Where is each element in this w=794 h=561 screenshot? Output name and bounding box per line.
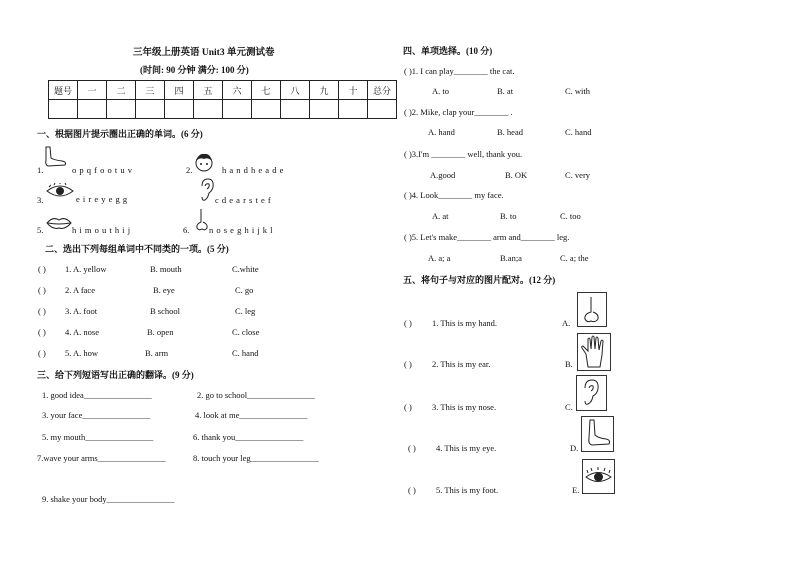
score-input-cell[interactable] [107,100,136,119]
match-sentence: 1. This is my hand. [432,318,498,328]
answer-blank[interactable]: ( ) [38,285,46,295]
score-header-cell: 题号 [49,81,78,100]
translation-item[interactable]: 6. thank you________________ [193,432,304,442]
option-c: C. hand [565,127,592,137]
section2-title: 二、选出下列每组单词中不同类的一项。(5 分) [45,244,229,254]
question-stem[interactable]: ( )5. Let's make________ arm and________ leg. [404,232,570,242]
score-header-cell: 九 [310,81,339,100]
foot-icon [581,416,614,452]
option-c: C.white [232,264,259,274]
ear-icon [576,375,607,411]
answer-blank[interactable]: ( ) [38,264,46,274]
score-input-cell[interactable] [49,100,78,119]
match-sentence: 5. This is my foot. [436,485,499,495]
option-b: B school [150,306,180,316]
picture-letter: C. [565,402,573,412]
translation-item[interactable]: 8. touch your leg________________ [193,453,319,463]
option-a: 3. A. foot [65,306,98,316]
ear-icon [199,178,215,202]
translation-item[interactable]: 9. shake your body________________ [42,494,175,504]
score-input-cell[interactable] [339,100,368,119]
answer-blank[interactable]: ( ) [38,348,46,358]
score-table-header-row [49,81,397,100]
score-input-cell[interactable] [281,100,310,119]
option-b: B. OK [505,170,528,180]
letter-string: o p q f o o t u v [72,165,133,175]
score-header-cell: 二 [107,81,136,100]
match-sentence: 2. This is my ear. [432,359,491,369]
exam-subtitle: (时间: 90 分钟 满分: 100 分) [140,65,249,75]
option-a: A.good [430,170,456,180]
eye-icon [46,183,74,199]
score-header-cell: 一 [78,81,107,100]
answer-blank[interactable]: ( ) [404,359,412,369]
translation-item[interactable]: 5. my mouth________________ [42,432,154,442]
letter-string: h i m o u t h i j [72,225,131,235]
option-b: B. open [147,327,174,337]
picture-letter: E. [572,485,580,495]
score-header-cell: 总分 [368,81,397,100]
option-c: C. with [565,86,591,96]
section5-title: 五、将句子与对应的图片配对。(12 分) [403,275,556,285]
match-sentence: 3. This is my nose. [432,402,497,412]
score-table-input-row[interactable] [49,100,397,119]
option-a: A. to [432,86,449,96]
option-c: C. hand [232,348,259,358]
option-b: B. to [500,211,517,221]
option-c: C. too [560,211,581,221]
option-c: C. leg [235,306,256,316]
score-header-cell: 四 [165,81,194,100]
match-sentence: 4. This is my eye. [436,443,497,453]
picture-letter: D. [570,443,579,453]
nose-icon [577,292,607,327]
section3-title: 三、给下列短语写出正确的翻译。(9 分) [37,370,194,380]
option-a: A. a; a [428,253,451,263]
translation-item[interactable]: 4. look at me________________ [195,410,308,420]
letter-string: e i r e y e g g [76,194,128,204]
item-number: 5. [37,225,44,235]
score-header-cell: 七 [252,81,281,100]
score-header-cell: 六 [223,81,252,100]
option-b: B. head [497,127,523,137]
item-number: 6. [183,225,190,235]
score-table [48,80,397,119]
picture-letter: B. [565,359,573,369]
question-stem[interactable]: ( )3.I'm ________ well, thank you. [404,149,523,159]
page-title: 三年级上册英语 Unit3 单元测试卷 [133,48,275,58]
option-c: C. very [565,170,591,180]
option-b: B.an;a [500,253,522,263]
translation-item[interactable]: 3. your face________________ [42,410,151,420]
option-a: 5. A. how [65,348,99,358]
item-number: 2. [186,165,193,175]
letter-string: h a n d h e a d e [222,165,284,175]
translation-item[interactable]: 1. good idea________________ [42,390,152,400]
answer-blank[interactable]: ( ) [38,327,46,337]
score-input-cell[interactable] [368,100,397,119]
score-input-cell[interactable] [78,100,107,119]
score-input-cell[interactable] [165,100,194,119]
option-b: B. eye [153,285,175,295]
option-a: 4. A. nose [65,327,99,337]
section1-title: 一、根据图片提示圈出正确的单词。(6 分) [37,129,203,139]
answer-blank[interactable]: ( ) [408,443,416,453]
section4-title: 四、单项选择。(10 分) [403,46,493,56]
eye-icon [582,459,615,494]
score-header-cell: 三 [136,81,165,100]
translation-item[interactable]: 2. go to school________________ [197,390,316,400]
option-a: 1. A. yellow [65,264,107,274]
option-b: B. at [497,86,514,96]
option-b: B. mouth [150,264,182,274]
translation-item[interactable]: 7.wave your arms________________ [37,453,166,463]
score-header-cell: 五 [194,81,223,100]
answer-blank[interactable]: ( ) [408,485,416,495]
letter-string: c d e a r s t e f [215,195,272,205]
item-number: 1. [37,165,44,175]
score-input-cell[interactable] [310,100,339,119]
question-stem[interactable]: ( )4. Look________ my face. [404,190,504,200]
nose-icon [194,208,210,232]
score-input-cell[interactable] [223,100,252,119]
score-header-cell: 八 [281,81,310,100]
answer-blank[interactable]: ( ) [38,306,46,316]
option-c: C. a; the [560,253,589,263]
score-input-cell[interactable] [194,100,223,119]
score-input-cell[interactable] [136,100,165,119]
score-input-cell[interactable] [252,100,281,119]
option-a: 2. A face [65,285,95,295]
picture-letter: A. [562,318,571,328]
question-stem[interactable]: ( )2. Mike, clap your________ . [404,107,513,117]
answer-blank[interactable]: ( ) [404,402,412,412]
answer-blank[interactable]: ( ) [404,318,412,328]
hand-icon [577,333,611,371]
foot-icon [42,146,68,168]
question-stem[interactable]: ( )1. I can play________ the cat. [404,66,515,76]
option-c: C. go [235,285,254,295]
option-a: A. hand [428,127,455,137]
option-b: B. arm [145,348,169,358]
item-number: 3. [37,195,44,205]
head-icon [193,151,215,173]
score-header-cell: 十 [339,81,368,100]
option-a: A. at [432,211,449,221]
option-c: C. close [232,327,260,337]
letter-string: n o s e g h i j k l [209,225,274,235]
mouth-icon [46,216,72,230]
